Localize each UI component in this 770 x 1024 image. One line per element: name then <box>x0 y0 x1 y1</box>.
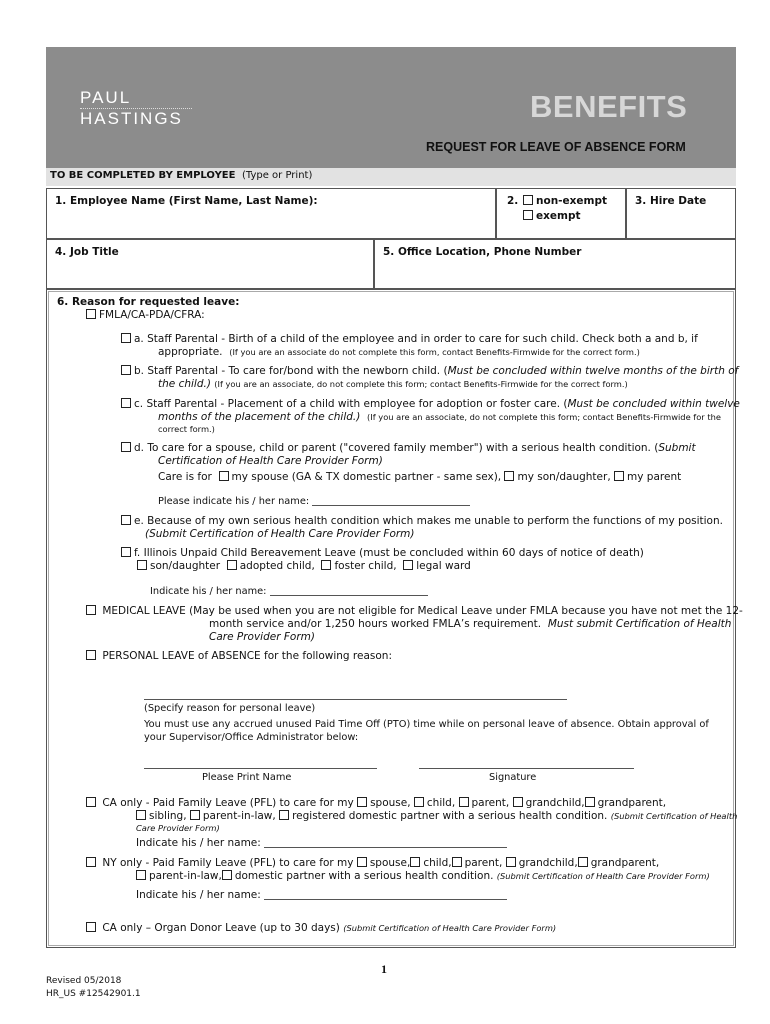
option-d-name-label: Please indicate his / her name: <box>158 496 310 507</box>
checkbox-icon[interactable] <box>219 471 229 481</box>
checkbox-icon[interactable] <box>504 471 514 481</box>
option-e <box>121 515 723 541</box>
print-name-line[interactable] <box>144 768 377 769</box>
checkbox-icon[interactable] <box>414 797 424 807</box>
option-e-line2: (Submit Certification of Health Care Provider Form) <box>145 528 415 540</box>
ca-parent-in-law: parent-in-law, <box>202 810 276 822</box>
job-title-field[interactable] <box>46 239 374 289</box>
option-d-care-for <box>158 471 681 484</box>
ca-pfl-line1: CA only - Paid Family Leave (PFL) to care for my <box>102 797 354 809</box>
ny-pfl <box>86 857 710 883</box>
exempt-option[interactable] <box>523 210 581 223</box>
checkbox-icon[interactable] <box>121 442 131 452</box>
care-parent-label: my parent <box>627 471 682 483</box>
exempt-label: exempt <box>536 210 581 222</box>
pto-line2: your Supervisor/Office Administrator below: <box>144 731 359 743</box>
header-banner <box>46 47 736 168</box>
checkbox-icon[interactable] <box>137 560 147 570</box>
f-son-label: son/daughter <box>150 560 221 572</box>
ca-child: child, <box>426 797 456 809</box>
checkbox-icon[interactable] <box>136 870 146 880</box>
option-a-note: (If you are an associate do not complete this form, contact Benefits-Firmwide for the correct form.) <box>229 347 640 357</box>
ca-note2: Care Provider Form) <box>136 823 220 833</box>
non-exempt-option[interactable] <box>523 195 607 208</box>
checkbox-icon[interactable] <box>86 605 96 615</box>
ny-child: child, <box>423 857 452 869</box>
organ-donor-note: (Submit Certification of Health Care Provider Form) <box>343 923 557 933</box>
print-name-label: Please Print Name <box>202 772 292 783</box>
ny-domestic-partner: domestic partner with a serious health condition. <box>234 870 494 882</box>
ny-parent: parent, <box>464 857 503 869</box>
option-c-line2: months of the placement of the child.) <box>158 411 361 423</box>
f-foster-label: foster child, <box>334 560 397 572</box>
checkbox-icon[interactable] <box>121 398 131 408</box>
checkbox-icon[interactable] <box>86 309 96 319</box>
ny-name-label: Indicate his / her name: <box>136 889 261 901</box>
checkbox-icon[interactable] <box>614 471 624 481</box>
checkbox-icon[interactable] <box>222 870 232 880</box>
checkbox-icon[interactable] <box>86 797 96 807</box>
non-exempt-label: non-exempt <box>536 195 608 207</box>
ca-grandparent: grandparent, <box>597 797 667 809</box>
option-b <box>121 365 738 391</box>
signature-label: Signature <box>489 772 537 783</box>
ny-parent-in-law: parent-in-law, <box>149 870 222 882</box>
option-f <box>121 547 644 573</box>
ny-note: (Submit Certification of Health Care Provider Form) <box>496 871 710 881</box>
employee-name-field[interactable] <box>46 188 496 239</box>
medical-line2: month service and/or 1,250 hours worked FMLA’s requirement. <box>209 618 542 630</box>
exempt-status-number: 2. <box>507 195 519 207</box>
checkbox-icon[interactable] <box>513 797 523 807</box>
medical-leave <box>86 605 743 644</box>
ny-spouse: spouse, <box>369 857 411 869</box>
employee-bar-note: (Type or Print) <box>242 170 313 181</box>
job-title-label: 4. Job Title <box>55 246 119 258</box>
fmla-option[interactable] <box>86 309 205 322</box>
checkbox-icon[interactable] <box>357 857 367 867</box>
checkbox-icon[interactable] <box>86 857 96 867</box>
option-c <box>121 398 740 435</box>
option-f-name-line[interactable] <box>270 585 428 596</box>
medical-line2-italic: Must submit Certification of Health <box>547 618 732 630</box>
ca-note: (Submit Certification of Health <box>610 811 738 821</box>
option-b-line1: b. Staff Parental - To care for/bond with the newborn child. ( <box>134 365 448 377</box>
hire-date-label: 3. Hire Date <box>635 195 707 207</box>
checkbox-icon[interactable] <box>523 210 533 220</box>
ca-domestic-partner: registered domestic partner with a serious health condition. <box>292 810 608 822</box>
option-b-line1-italic: Must be concluded within twelve months of the birth of <box>447 365 739 377</box>
ca-name-label: Indicate his / her name: <box>136 837 261 849</box>
logo <box>80 89 192 128</box>
fmla-label: FMLA/CA-PDA/CFRA: <box>99 309 205 321</box>
revised-date: Revised 05/2018 <box>46 976 122 986</box>
logo-line2: HASTINGS <box>80 109 183 128</box>
checkbox-icon[interactable] <box>410 857 420 867</box>
f-ward-label: legal ward <box>416 560 471 572</box>
checkbox-icon[interactable] <box>136 810 146 820</box>
exempt-status-field <box>496 188 626 239</box>
ca-pfl <box>86 797 737 834</box>
document-id: HR_US #12542901.1 <box>46 989 141 999</box>
option-c-line1-italic: Must be concluded within twelve <box>567 398 740 410</box>
care-spouse-label: my spouse (GA & TX domestic partner - same sex), <box>231 471 502 483</box>
option-d-line1: d. To care for a spouse, child or parent ("covered family member") with a serious health condition. ( <box>134 442 659 454</box>
option-a <box>121 333 698 359</box>
option-f-name-label: Indicate his / her name: <box>150 586 267 597</box>
option-c-note: (If you are an associate, do not complete this form; contact Benefits-Firmwide for the <box>367 412 721 422</box>
option-a-line1: a. Staff Parental - Birth of a child of the employee and in order to care for such child. Check both a and b, if <box>134 333 698 345</box>
hire-date-field[interactable] <box>626 188 736 239</box>
signature-line[interactable] <box>419 768 634 769</box>
office-location-field[interactable] <box>374 239 736 289</box>
pto-line1: You must use any accrued unused Paid Time Off (PTO) time while on personal leave of absence. Obtain approval of <box>144 719 709 730</box>
option-e-line1: e. Because of my own serious health condition which makes me unable to perform the functions of my position. <box>134 515 723 527</box>
ca-grandchild: grandchild, <box>525 797 585 809</box>
page-number: 1 <box>381 962 387 976</box>
organ-donor-label: CA only – Organ Donor Leave (up to 30 days) <box>102 922 340 934</box>
option-a-line2: appropriate. <box>158 346 223 358</box>
reason-heading: 6. Reason for requested leave: <box>57 296 240 308</box>
ca-sibling: sibling, <box>149 810 187 822</box>
employee-name-label: 1. Employee Name (First Name, Last Name): <box>55 195 318 207</box>
care-for-label: Care is for <box>158 471 212 483</box>
ny-grandchild: grandchild, <box>518 857 578 869</box>
option-f-name-field[interactable] <box>150 585 428 599</box>
checkbox-icon[interactable] <box>403 560 413 570</box>
office-location-label: 5. Office Location, Phone Number <box>383 246 582 258</box>
option-d-name-line[interactable] <box>312 495 470 506</box>
option-c-note2: correct form.) <box>158 424 215 434</box>
personal-leave <box>86 650 392 663</box>
checkbox-icon[interactable] <box>578 857 588 867</box>
organ-donor <box>86 922 556 935</box>
ny-name-line[interactable] <box>264 889 507 900</box>
checkbox-icon[interactable] <box>86 922 96 932</box>
personal-reason-line[interactable] <box>144 699 567 700</box>
checkbox-icon[interactable] <box>227 560 237 570</box>
checkbox-icon[interactable] <box>459 797 469 807</box>
pto-text <box>144 719 709 744</box>
personal-label: PERSONAL LEAVE of ABSENCE for the following reason: <box>102 650 392 662</box>
checkbox-icon[interactable] <box>279 810 289 820</box>
option-d-line1-italic: Submit <box>658 442 696 454</box>
checkbox-icon[interactable] <box>321 560 331 570</box>
checkbox-icon[interactable] <box>121 515 131 525</box>
employee-bar-label: TO BE COMPLETED BY EMPLOYEE <box>50 170 236 181</box>
checkbox-icon[interactable] <box>121 547 131 557</box>
ca-parent: parent, <box>471 797 510 809</box>
option-f-line1: f. Illinois Unpaid Child Bereavement Leave (must be concluded within 60 days of notice of death) <box>134 547 644 559</box>
checkbox-icon[interactable] <box>86 650 96 660</box>
checkbox-icon[interactable] <box>121 333 131 343</box>
ny-name-field[interactable] <box>136 889 507 902</box>
personal-specify: (Specify reason for personal leave) <box>144 703 316 714</box>
option-d-line2: Certification of Health Care Provider Form) <box>158 455 383 467</box>
checkbox-icon[interactable] <box>121 365 131 375</box>
checkbox-icon[interactable] <box>452 857 462 867</box>
checkbox-icon[interactable] <box>585 797 595 807</box>
option-d <box>121 442 696 468</box>
employee-bar <box>46 168 736 186</box>
checkbox-icon[interactable] <box>357 797 367 807</box>
ca-name-line[interactable] <box>264 837 507 848</box>
care-child-label: my son/daughter, <box>517 471 611 483</box>
checkbox-icon[interactable] <box>190 810 200 820</box>
medical-line1: MEDICAL LEAVE (May be used when you are not eligible for Medical Leave under FMLA because you have not met the 12- <box>102 605 743 617</box>
ca-spouse: spouse, <box>370 797 411 809</box>
form-title: REQUEST FOR LEAVE OF ABSENCE FORM <box>426 140 686 154</box>
ca-name-field[interactable] <box>136 837 507 850</box>
ny-grandparent: grandparent, <box>590 857 660 869</box>
checkbox-icon[interactable] <box>506 857 516 867</box>
option-c-line1: c. Staff Parental - Placement of a child with employee for adoption or foster care. ( <box>134 398 568 410</box>
benefits-banner: BENEFITS <box>530 89 688 124</box>
option-d-name-field[interactable] <box>158 495 470 509</box>
ny-pfl-line1: NY only - Paid Family Leave (PFL) to care for my <box>102 857 354 869</box>
option-b-line2: the child.) <box>158 378 211 390</box>
checkbox-icon[interactable] <box>523 195 533 205</box>
medical-line3: Care Provider Form) <box>209 631 315 643</box>
logo-line1: PAUL <box>80 88 132 107</box>
option-b-note: (If you are an associate, do not complete this form; contact Benefits-Firmwide for the correct form.) <box>214 379 628 389</box>
f-adopted-label: adopted child, <box>239 560 315 572</box>
